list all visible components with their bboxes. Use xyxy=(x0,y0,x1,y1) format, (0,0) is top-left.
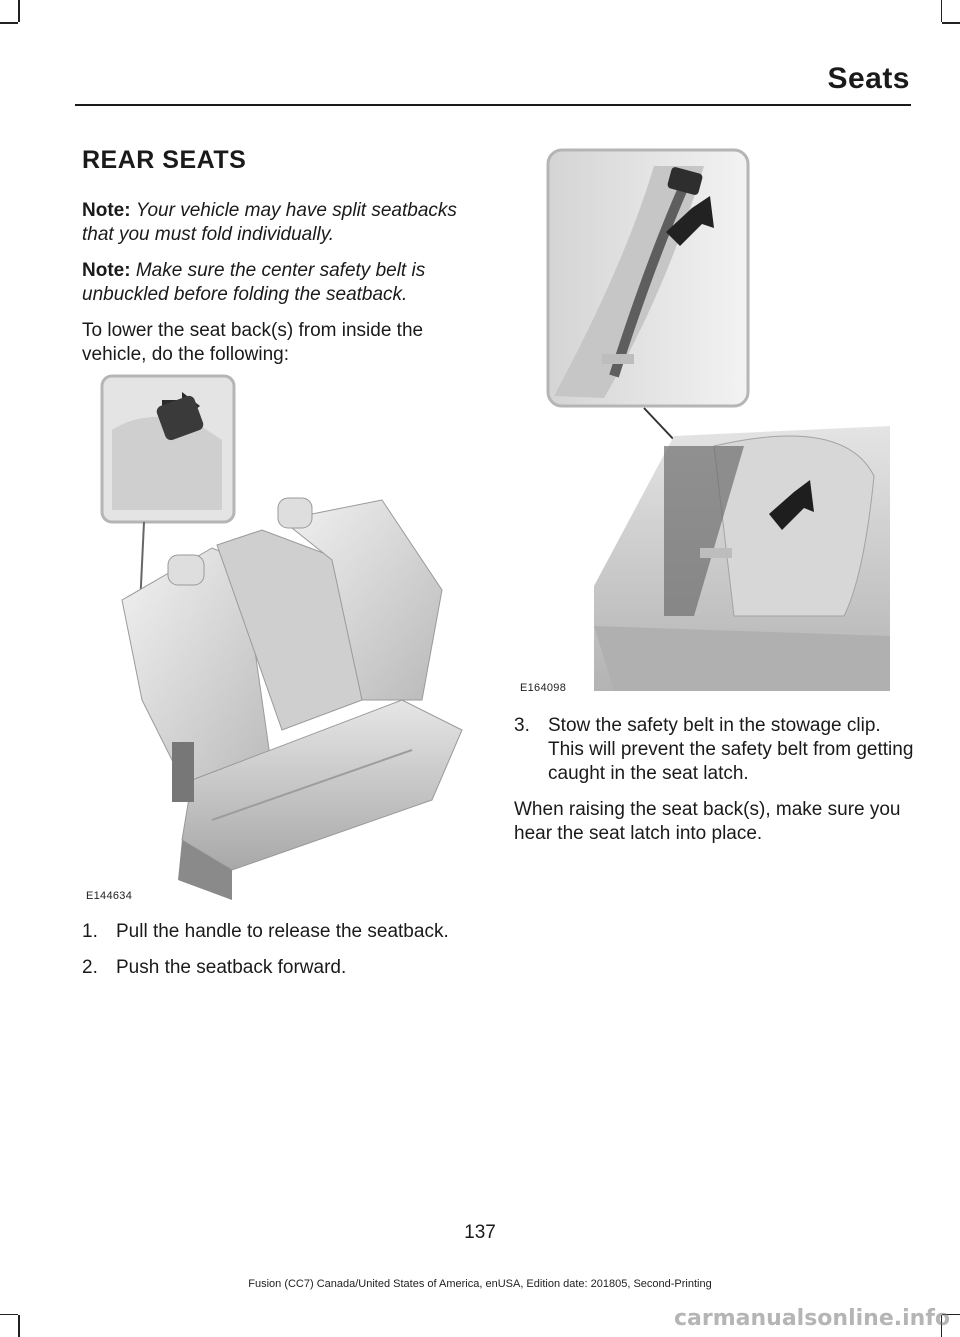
crop-mark xyxy=(0,1314,18,1316)
page-title: Seats xyxy=(827,62,910,95)
crop-mark xyxy=(18,1315,20,1337)
figure-code: E144634 xyxy=(86,890,133,902)
step-number: 3. xyxy=(514,715,530,736)
left-steps xyxy=(82,920,482,992)
page-number: 137 xyxy=(464,1222,496,1243)
crop-mark xyxy=(0,22,18,24)
step-text: Pull the handle to release the seatback. xyxy=(116,921,449,942)
note-text: Make sure the center safety belt is unbuckled before folding the seatback. xyxy=(82,260,426,305)
note-paragraph xyxy=(82,199,482,247)
step-text: Push the seatback forward. xyxy=(116,957,347,978)
rear-seat-illustration xyxy=(82,370,482,902)
footer-text: Fusion (CC7) Canada/United States of America, enUSA, Edition date: 201805, Second-Printing xyxy=(248,1278,712,1290)
safety-belt-drawing xyxy=(514,146,890,696)
crop-mark xyxy=(941,0,943,22)
section-heading: REAR SEATS xyxy=(82,146,247,174)
note-text: Your vehicle may have split seatbacks that you must fold individually. xyxy=(82,200,457,245)
intro-paragraph: To lower the seat back(s) from inside the vehicle, do the following: xyxy=(82,320,424,365)
right-column xyxy=(514,714,914,858)
left-column xyxy=(82,146,482,379)
crop-mark xyxy=(18,0,20,22)
crop-mark xyxy=(942,22,960,24)
step-number: 2. xyxy=(82,957,98,978)
safety-belt-illustration xyxy=(514,146,890,696)
figure-code: E164098 xyxy=(520,682,567,694)
rear-seat-drawing xyxy=(82,370,482,902)
watermark: carmanualsonline.info xyxy=(674,1306,950,1331)
closing-paragraph: When raising the seat back(s), make sure you hear the seat latch into place. xyxy=(514,799,901,844)
note-paragraph xyxy=(82,259,482,307)
step-item xyxy=(514,714,914,786)
step-number: 1. xyxy=(82,921,98,942)
steps-list xyxy=(82,920,482,980)
step-item xyxy=(82,920,482,944)
note-label: Note: xyxy=(82,260,131,281)
step-text: Stow the safety belt in the stowage clip. This will prevent the safety belt from getting caught in the seat latch. xyxy=(548,715,914,784)
note-label: Note: xyxy=(82,200,131,221)
step-item xyxy=(82,956,482,980)
header-rule xyxy=(75,104,911,106)
steps-list xyxy=(514,714,914,786)
